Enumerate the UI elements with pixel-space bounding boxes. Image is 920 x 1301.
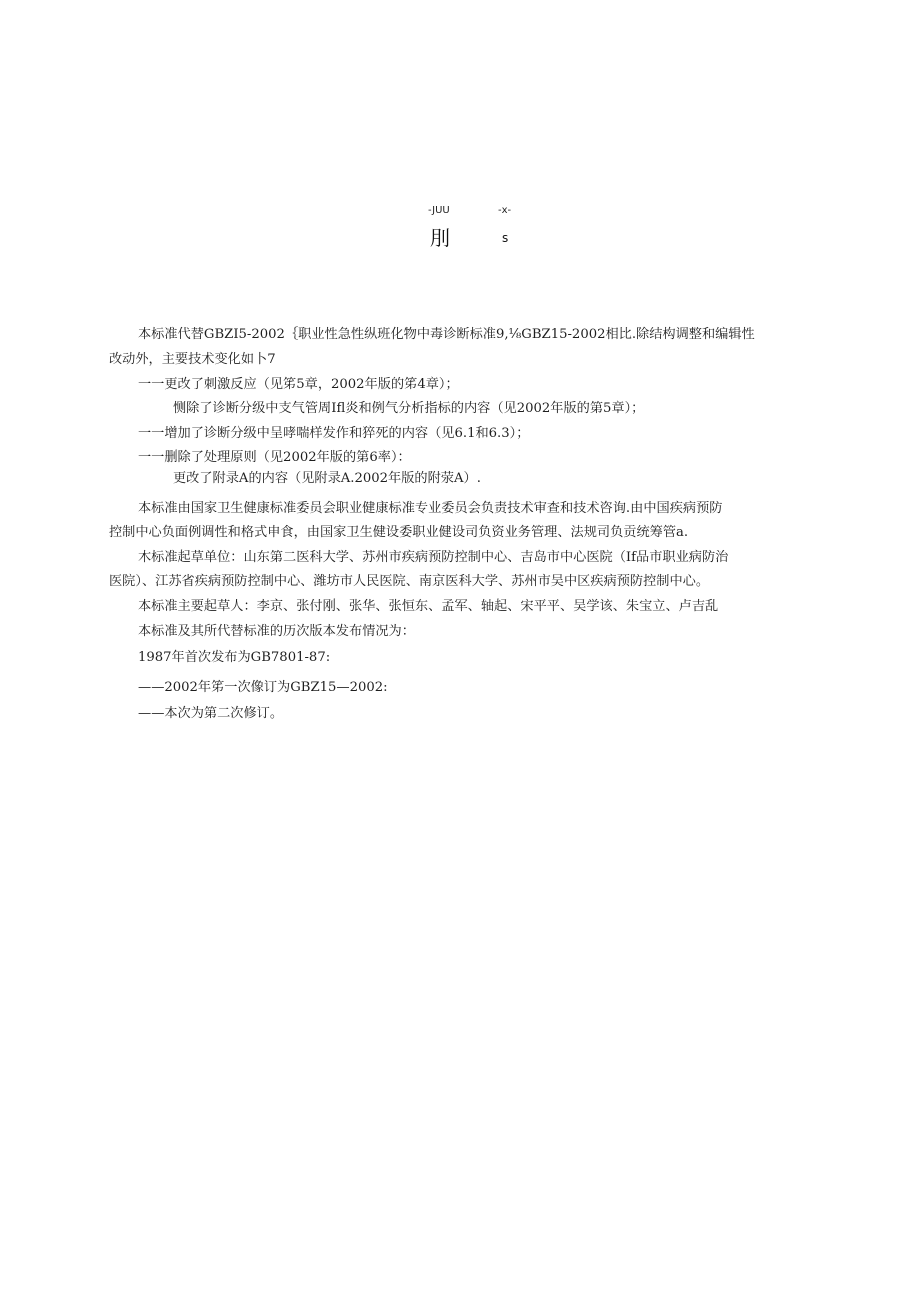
header-mark-left: -JUU <box>428 205 450 216</box>
paragraph-line: 本标准主要起草人：李京、张付刚、张华、张恒东、孟军、轴起、宋平平、吴学该、朱宝立、卢吉乱 <box>138 599 719 614</box>
header-mark-right: -x- <box>498 205 512 216</box>
history-item: ——2002年笫一次像订为GBZ15—2002: <box>138 680 388 695</box>
paragraph-line: 本标准代替GBZI5-2002｛职业性急性纵班化物中毒诊断标准9,⅛GBZ15-2002相比.除结构调整和编辑性 <box>138 327 755 342</box>
paragraph-line: 改动外，主要技术变化如卜7 <box>109 352 276 367</box>
paragraph-line: 控制中心负面例调性和格式申食，由国家卫生健设委职业健设司负资业务管理、法规司负贡统筹管a. <box>109 525 689 540</box>
page-title: 刖 <box>430 226 450 250</box>
list-item: 更改了附录A的内容（见附录A.2002年版的附荥A）. <box>173 471 481 486</box>
paragraph-line: 木标准起草单位：山东第二医科大学、苏州市疾病预防控制中心、吉岛市中心医院（If品市职业病防治 <box>138 550 729 565</box>
list-item: 一一删除了处理原则（见2002年版的第6率）： <box>138 450 411 465</box>
list-item: 一一增加了诊断分级中呈哮喘样发作和猝死的内容（见6.1和6.3）； <box>138 426 530 441</box>
paragraph-line: 医院）、江苏省疾病预防控制中心、潍坊市人民医院、南京医科大学、苏州市吴中区疾病预防控制中心。 <box>109 574 710 589</box>
paragraph-line: 本标准及其所代替标准的历次版本发布情况为： <box>138 624 415 639</box>
paragraph-line: 本标准由国家卫生健康标准委员会职业健康标准专业委员会负责技术审查和技术咨询.由中国疾病预防 <box>138 501 723 516</box>
list-item: 恻除了诊断分级中支气管周Ifl炎和例气分析指标的内容（见2002年版的第5章）； <box>173 401 645 416</box>
list-item: 一一更改了刺激反应（见笫5章，2002年版的笫4章）； <box>138 377 459 392</box>
page-title-suffix: s <box>502 231 509 245</box>
history-item: 1987年首次发布为GB7801-87: <box>138 650 331 665</box>
history-item: ——本次为第二次修订。 <box>138 706 284 721</box>
